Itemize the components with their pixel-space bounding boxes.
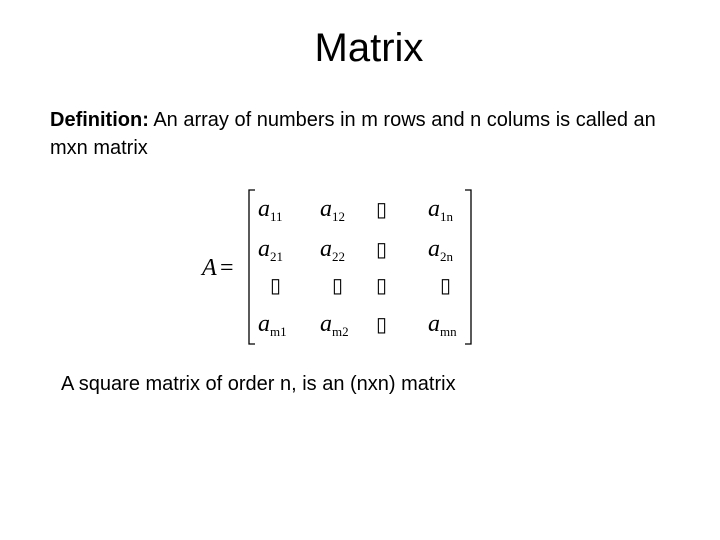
entry-subscript: m2 — [332, 324, 349, 339]
entry-subscript: 22 — [332, 249, 345, 264]
right-bracket — [465, 190, 471, 344]
entry-base: a — [428, 236, 440, 262]
entry-subscript: 11 — [270, 209, 283, 224]
entry-base: a — [258, 196, 270, 222]
matrix-entry — [320, 236, 345, 264]
matrix-figure — [200, 186, 480, 346]
ellipsis-placeholder-glyph: ▯ — [376, 199, 388, 221]
ellipsis-placeholder-glyph: ▯ — [376, 314, 388, 336]
matrix-entry — [428, 311, 457, 339]
entry-subscript: 21 — [270, 249, 283, 264]
matrix-entry — [258, 196, 283, 224]
matrix-entry — [428, 196, 454, 224]
ellipsis-placeholder-glyph: ▯ — [376, 275, 388, 297]
entry-subscript: 1n — [440, 209, 453, 224]
matrix-entry — [320, 196, 345, 224]
entry-base: a — [428, 196, 440, 222]
matrix-equation — [200, 186, 480, 346]
ellipsis-placeholder-glyph: ▯ — [270, 275, 282, 297]
matrix-entry — [320, 311, 349, 339]
matrix-entry — [258, 236, 283, 264]
matrix-name: A — [202, 255, 217, 281]
definition-text: An array of numbers in m rows and n colums is called an mxn matrix — [50, 109, 656, 159]
ellipsis-placeholder-glyph: ▯ — [440, 275, 452, 297]
entry-subscript: mn — [440, 324, 457, 339]
entry-base: a — [428, 311, 440, 337]
ellipsis-placeholder-glyph: ▯ — [376, 239, 388, 261]
left-bracket — [249, 190, 255, 344]
entry-subscript: 12 — [332, 209, 345, 224]
entry-base: a — [258, 236, 270, 262]
matrix-entry — [258, 311, 287, 339]
matrix-entry — [428, 236, 454, 264]
matrix-cells — [258, 196, 457, 339]
definition-label: Definition: — [50, 109, 149, 131]
entry-base: a — [320, 311, 332, 337]
entry-subscript: m1 — [270, 324, 287, 339]
entry-subscript: 2n — [440, 249, 453, 264]
entry-base: a — [258, 311, 270, 337]
entry-base: a — [320, 236, 332, 262]
slide-title: Matrix — [314, 26, 424, 70]
ellipsis-placeholder-glyph: ▯ — [332, 275, 344, 297]
square-matrix-note: A square matrix of order n, is an (nxn) matrix — [61, 373, 456, 395]
definition-paragraph — [50, 106, 690, 162]
entry-base: a — [320, 196, 332, 222]
matrix-equals: = — [220, 255, 234, 281]
